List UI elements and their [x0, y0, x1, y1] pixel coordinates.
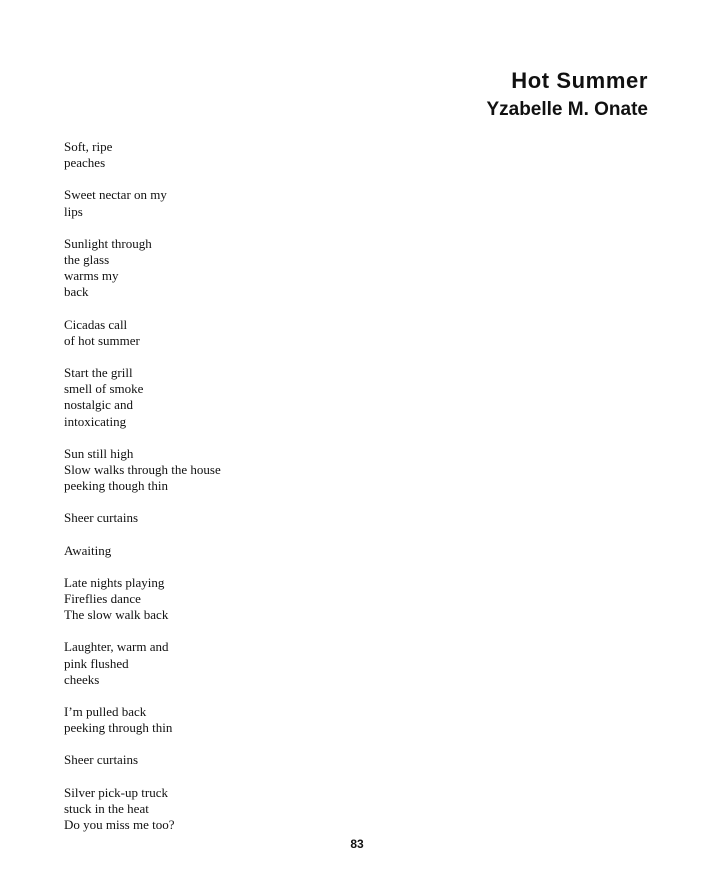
poem-line: Awaiting	[64, 542, 112, 558]
poem-line: intoxicating	[64, 413, 127, 429]
poem-line: the glass	[64, 252, 110, 268]
stanza	[64, 365, 221, 430]
poem-line: Do you miss me too?	[64, 817, 175, 833]
poem-line: Sun still high	[64, 445, 134, 461]
poem-line: Start the grill	[64, 365, 133, 381]
stanza	[64, 543, 221, 559]
poem-line: peeking through thin	[64, 720, 173, 736]
poem-line: Laughter, warm and	[64, 639, 169, 655]
stanza	[64, 575, 221, 624]
poem-line: I’m pulled back	[64, 704, 147, 720]
poem-line: peaches	[64, 155, 106, 171]
stanza	[64, 139, 221, 171]
stanza	[64, 785, 221, 834]
poem-line: lips	[64, 203, 83, 219]
stanza	[64, 446, 221, 495]
poem-line: Slow walks through the house	[64, 462, 221, 478]
poem-line: stuck in the heat	[64, 800, 149, 816]
poem-line: Late nights playing	[64, 574, 165, 590]
stanza	[64, 752, 221, 768]
poem-line: The slow walk back	[64, 607, 169, 623]
poem-line: nostalgic and	[64, 397, 133, 413]
poem-line: Cicadas call	[64, 316, 128, 332]
poem-line: smell of smoke	[64, 381, 144, 397]
poem-title: Hot Summer	[511, 68, 648, 93]
poem-line: pink flushed	[64, 655, 129, 671]
stanza	[64, 639, 221, 688]
poem-line: back	[64, 284, 89, 300]
poem-line: Sunlight through	[64, 235, 152, 251]
poem-line: peeking though thin	[64, 478, 168, 494]
stanza	[64, 317, 221, 349]
poem-line: Silver pick-up truck	[64, 784, 168, 800]
poem-line: Sheer curtains	[64, 752, 139, 768]
stanza	[64, 236, 221, 301]
poem-line: warms my	[64, 268, 119, 284]
poem-line: Fireflies dance	[64, 591, 141, 607]
poem-line: Sweet nectar on my	[64, 187, 167, 203]
poem-line: cheeks	[64, 671, 100, 687]
stanza	[64, 510, 221, 526]
stanza	[64, 704, 221, 736]
poem-line: of hot summer	[64, 332, 140, 348]
stanza	[64, 187, 221, 219]
poem-author: Yzabelle M. Onate	[486, 99, 648, 120]
poem-body	[64, 139, 221, 849]
page-number: 83	[350, 837, 364, 851]
poem-line: Sheer curtains	[64, 510, 139, 526]
poem-line: Soft, ripe	[64, 139, 113, 154]
